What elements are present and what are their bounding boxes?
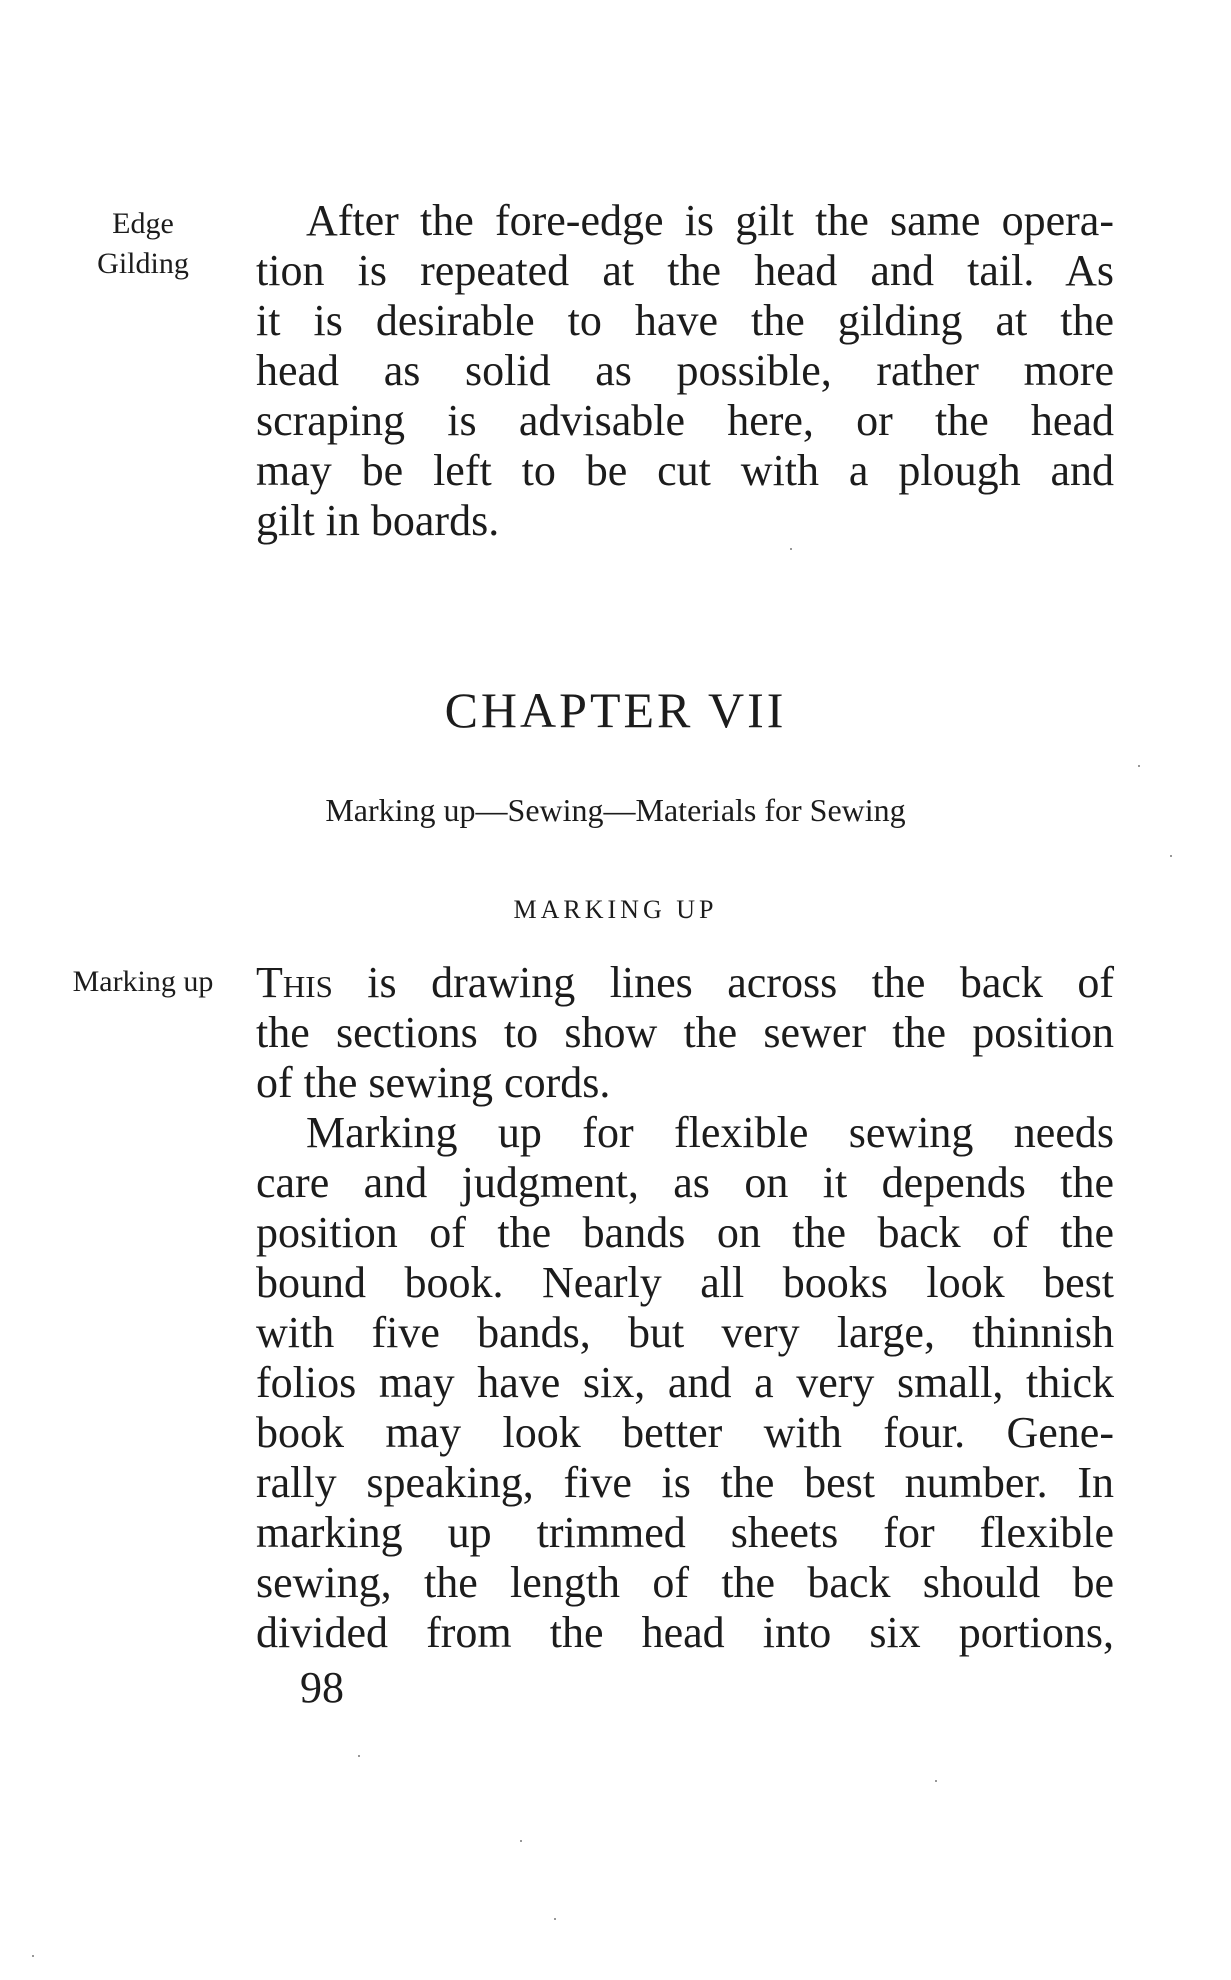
text-line — [256, 958, 1114, 1008]
text-line: tion is repeated at the head and tail. As — [256, 246, 1114, 295]
first-word-smallcaps: This — [256, 958, 333, 1007]
text-line: rally speaking, five is the best number. In — [256, 1458, 1114, 1507]
scan-speck — [358, 1755, 360, 1757]
text-line: Marking up for flexible sewing needs — [306, 1108, 1114, 1157]
section-heading: MARKING UP — [513, 895, 718, 924]
sidenote-edge-gilding-line1: Edge — [112, 207, 174, 240]
text-line: of the sewing cords. — [256, 1058, 611, 1107]
scan-speck — [790, 548, 792, 550]
text-line: the sections to show the sewer the position — [256, 1008, 1114, 1057]
text-line: book may look better with four. Gene- — [256, 1408, 1114, 1457]
text-line: scraping is advisable here, or the head — [256, 396, 1114, 445]
text-line: care and judgment, as on it depends the — [256, 1158, 1114, 1207]
text-line: may be left to be cut with a plough and — [256, 446, 1114, 495]
scan-speck — [935, 1780, 937, 1782]
text-line: marking up trimmed sheets for flexible — [256, 1508, 1114, 1557]
text-line: folios may have six, and a very small, thick — [256, 1358, 1114, 1407]
text-line: bound book. Nearly all books look best — [256, 1258, 1114, 1307]
text-line: with five bands, but very large, thinnish — [256, 1308, 1114, 1357]
text-line: head as solid as possible, rather more — [256, 346, 1114, 395]
text-line: position of the bands on the back of the — [256, 1208, 1114, 1257]
scan-speck — [1138, 765, 1140, 767]
sidenote-edge-gilding — [78, 204, 208, 284]
first-line-rest: is drawing lines across the back of — [332, 958, 1114, 1007]
chapter-subtitle: Marking up—Sewing—Materials for Sewing — [325, 792, 906, 828]
scan-speck — [520, 1840, 522, 1842]
scan-speck — [554, 1918, 556, 1920]
text-line: gilt in boards. — [256, 496, 500, 545]
scan-speck — [1170, 855, 1172, 857]
text-line: it is desirable to have the gilding at the — [256, 296, 1114, 345]
sidenote-marking-up: Marking up — [72, 965, 214, 998]
sidenote-edge-gilding-line2: Gilding — [97, 247, 189, 280]
text-line: sewing, the length of the back should be — [256, 1558, 1114, 1607]
text-line: divided from the head into six portions, — [256, 1608, 1114, 1657]
page-number: 98 — [300, 1663, 344, 1712]
scan-speck — [32, 1955, 34, 1957]
text-line: After the fore-edge is gilt the same opera- — [306, 196, 1114, 245]
chapter-title: CHAPTER VII — [444, 682, 787, 738]
